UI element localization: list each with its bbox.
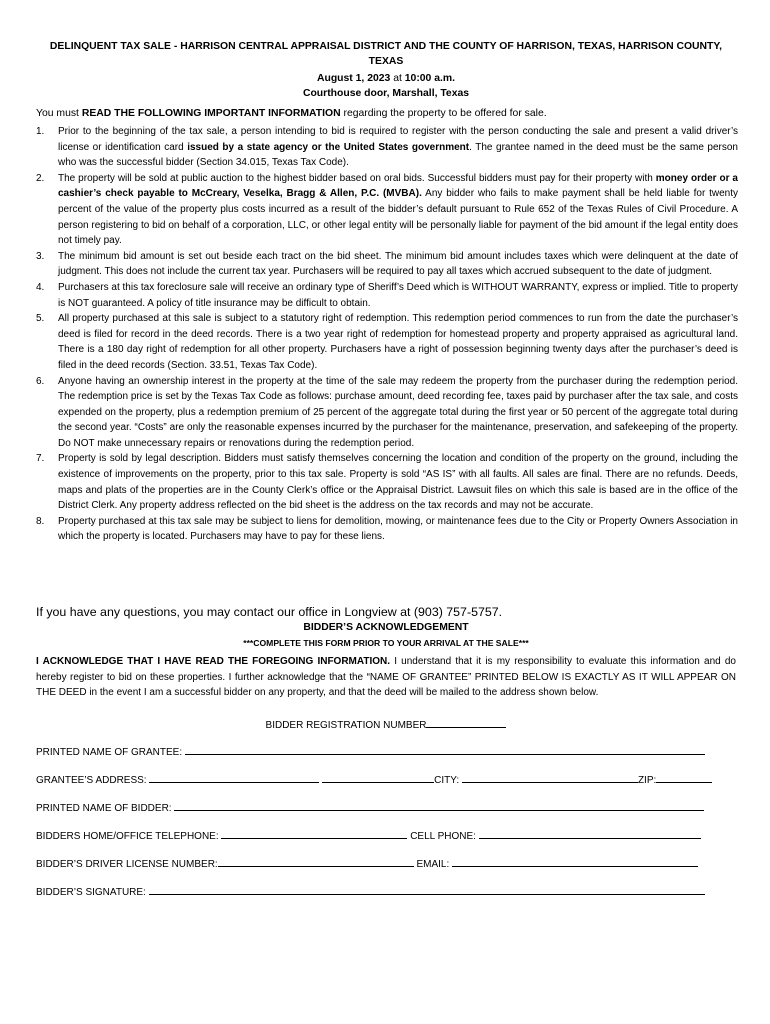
city-field[interactable] bbox=[462, 772, 638, 783]
grantee-name-row bbox=[36, 744, 716, 760]
rule-number: 8. bbox=[36, 515, 45, 527]
grantee-name-field[interactable] bbox=[185, 744, 705, 755]
grantee-address-label: GRANTEE’S ADDRESS: bbox=[36, 775, 147, 786]
document-title: DELINQUENT TAX SALE - HARRISON CENTRAL APPRAISAL DISTRICT AND THE COUNTY OF HARRISON, TEXAS, HARRISON COUNTY, TEXAS bbox=[49, 41, 723, 67]
grantee-address-row bbox=[36, 772, 716, 788]
signature-field[interactable] bbox=[149, 884, 705, 895]
sale-date-at: at bbox=[390, 73, 405, 84]
rule-item bbox=[36, 311, 738, 373]
registration-number-row bbox=[36, 717, 736, 731]
rule-number: 6. bbox=[36, 375, 45, 387]
acknowledgement-bold: I ACKNOWLEDGE THAT I HAVE READ THE FOREGOING INFORMATION. bbox=[36, 656, 391, 667]
sale-date-main: August 1, 2023 bbox=[316, 73, 391, 84]
rule-item bbox=[36, 124, 738, 171]
cell-phone-field[interactable] bbox=[479, 828, 701, 839]
home-office-phone-label: BIDDERS HOME/OFFICE TELEPHONE: bbox=[36, 831, 219, 842]
intro-bold: READ THE FOLLOWING IMPORTANT INFORMATION bbox=[81, 108, 341, 119]
rule-text: Property purchased at this tax sale may be subject to liens for demolition, mowing, or maintenance fees due to the City or Property Owners Association in which the property is located. Purchasers may have to pay for these liens. bbox=[58, 515, 738, 543]
rule-number: 3. bbox=[36, 250, 45, 262]
bidder-name-field[interactable] bbox=[174, 800, 704, 811]
rule-text: The minimum bid amount is set out beside each tract on the bid sheet. The minimum bid amount includes taxes which were delinquent at the date of judgment. This does not include the current tax year. Purchasers will be required to pay all taxes which accrued subsequent to the date of judgment. bbox=[58, 250, 738, 278]
rule-text: Purchasers at this tax foreclosure sale will receive an ordinary type of Sheriff’s Deed which is WITHOUT WARRANTY, express or implied. Title to property is NOT guaranteed. A policy of title insurance may be difficult to obtain. bbox=[58, 281, 738, 309]
intro-text bbox=[36, 106, 736, 121]
signature-label: BIDDER’S SIGNATURE: bbox=[36, 887, 146, 898]
rule-text: All property purchased at this sale is subject to a statutory right of redemption. This redemption period commences to run from the date the purchaser’s deed is filed for record in the deed records. There is a two year right of redemption for homestead property and property appraised as agricultural land. There is a 180 day right of redemption for all other property. Purchasers have a right of possession beginning twenty days after the purchaser’s deed is filed in the deed records (Section. 33.51, Texas Tax Code). bbox=[58, 313, 738, 371]
grantee-address-field-2[interactable] bbox=[322, 772, 434, 783]
bidder-name-row bbox=[36, 800, 716, 816]
registration-number-field[interactable] bbox=[426, 717, 506, 728]
grantee-name-label: PRINTED NAME OF GRANTEE: bbox=[36, 747, 183, 758]
rules-list bbox=[36, 124, 738, 545]
rule-bold: issued by a state agency or the United States government bbox=[187, 141, 470, 153]
rule-item bbox=[36, 451, 738, 513]
rule-text: Prior to the beginning of the tax sale, a person intending to bid is required to register with the person conducting the sale and present a valid driver’s license or identification card bbox=[58, 126, 738, 153]
zip-label: ZIP: bbox=[637, 775, 657, 786]
home-office-phone-field[interactable] bbox=[221, 828, 407, 839]
rule-text-end: Any bidder who fails to make payment shall be held liable for twenty percent of the value of the property plus costs incurred as a result of the bidder’s default pursuant to Rule 652 of the Texas Rules of Civil Procedure. A person registering to bid on behalf of a corporation, LLC, or other legal entity will be personally liable for payment of the bid amount if the legal entity does not timely pay. bbox=[58, 188, 739, 247]
rule-item bbox=[36, 374, 738, 452]
rule-number: 7. bbox=[36, 453, 45, 465]
license-email-row bbox=[36, 856, 716, 872]
rule-item bbox=[36, 514, 738, 545]
rule-number: 4. bbox=[36, 281, 45, 293]
rule-text: Anyone having an ownership interest in the property at the time of the sale may redeem the property from the purchaser during the redemption period. The redemption price is set by the Texas Tax Code as follows: purchase amount, deed recording fee, taxes paid by purchaser after the tax sale, and costs expended on the property, plus a redemption premium of 25 percent of the aggregate total during the first year or 50 percent of the aggregate total during the second year. “Costs” are only the reasonable expenses incurred by the purchaser for the maintenance, preservation, and safekeeping of the property. Do NOT make unnecessary repairs or renovations during the redemption period. bbox=[58, 375, 738, 449]
intro-prefix: You must bbox=[36, 108, 82, 119]
rule-bold: money order or a cashier’s check payable to McCreary, Veselka, Bragg & Allen, P.C. (MVBA). bbox=[58, 172, 738, 200]
city-label: CITY: bbox=[434, 775, 460, 786]
cell-phone-label: CELL PHONE: bbox=[410, 831, 476, 842]
rule-number: 2. bbox=[36, 172, 45, 184]
rule-text-end: . The grantee named in the deed must be the same person who was the successful bidder (Section 34.015, Texas Tax Code). bbox=[58, 141, 738, 169]
sale-time: 10:00 a.m. bbox=[404, 73, 456, 84]
intro-suffix: regarding the property to be offered for sale. bbox=[340, 108, 547, 119]
rule-item bbox=[36, 171, 738, 249]
acknowledgement-subtitle: ***COMPLETE THIS FORM PRIOR TO YOUR ARRIVAL AT THE SALE*** bbox=[243, 638, 529, 648]
acknowledgement-body bbox=[36, 654, 736, 701]
rule-text: The property will be sold at public auction to the highest bidder based on oral bids. Successful bidders must pay for their property with bbox=[58, 172, 656, 184]
acknowledgement-title: BIDDER’S ACKNOWLEDGEMENT bbox=[303, 622, 469, 633]
email-label: EMAIL: bbox=[416, 859, 450, 870]
rule-number: 1. bbox=[36, 126, 45, 137]
zip-field[interactable] bbox=[656, 772, 712, 783]
bidder-name-label: PRINTED NAME OF BIDDER: bbox=[36, 803, 172, 814]
phone-row bbox=[36, 828, 716, 844]
signature-row bbox=[36, 884, 716, 900]
driver-license-field[interactable] bbox=[218, 856, 414, 867]
email-field[interactable] bbox=[452, 856, 698, 867]
sale-date bbox=[36, 71, 736, 86]
sale-location: Courthouse door, Marshall, Texas bbox=[302, 88, 470, 99]
rule-item bbox=[36, 280, 738, 311]
contact-line: If you have any questions, you may contact our office in Longview at (903) 757-5757. bbox=[36, 605, 503, 619]
registration-number-label: BIDDER REGISTRATION NUMBER bbox=[265, 720, 427, 731]
rule-text: Property is sold by legal description. Bidders must satisfy themselves concerning the location and condition of the property on the ground, including the existence of improvements on the property, prior to this tax sale. Property is sold “AS IS” with all faults. All sales are final. There are no refunds. Deeds, maps and plats of the properties are in the County Clerk’s office or the Appraisal District. Lawsuit files on which this sale is based are in the office of the District Clerk. Any property address reflected on the bid sheet is the address on the tax records and may not be accurate. bbox=[58, 453, 738, 512]
grantee-address-field[interactable] bbox=[149, 772, 319, 783]
rule-number: 5. bbox=[36, 313, 45, 325]
acknowledgement-text: I understand that it is my responsibility to evaluate this information and do hereby register to bid on these properties. I further acknowledge that the “NAME OF GRANTEE” PRINTED BELOW IS EXACTLY AS IT WILL APPEAR ON THE DEED in the event I am a successful bidder on any property, and that the deed will be mailed to the address shown below. bbox=[36, 656, 736, 699]
driver-license-label: BIDDER’S DRIVER LICENSE NUMBER: bbox=[36, 859, 218, 870]
rule-item bbox=[36, 249, 738, 280]
